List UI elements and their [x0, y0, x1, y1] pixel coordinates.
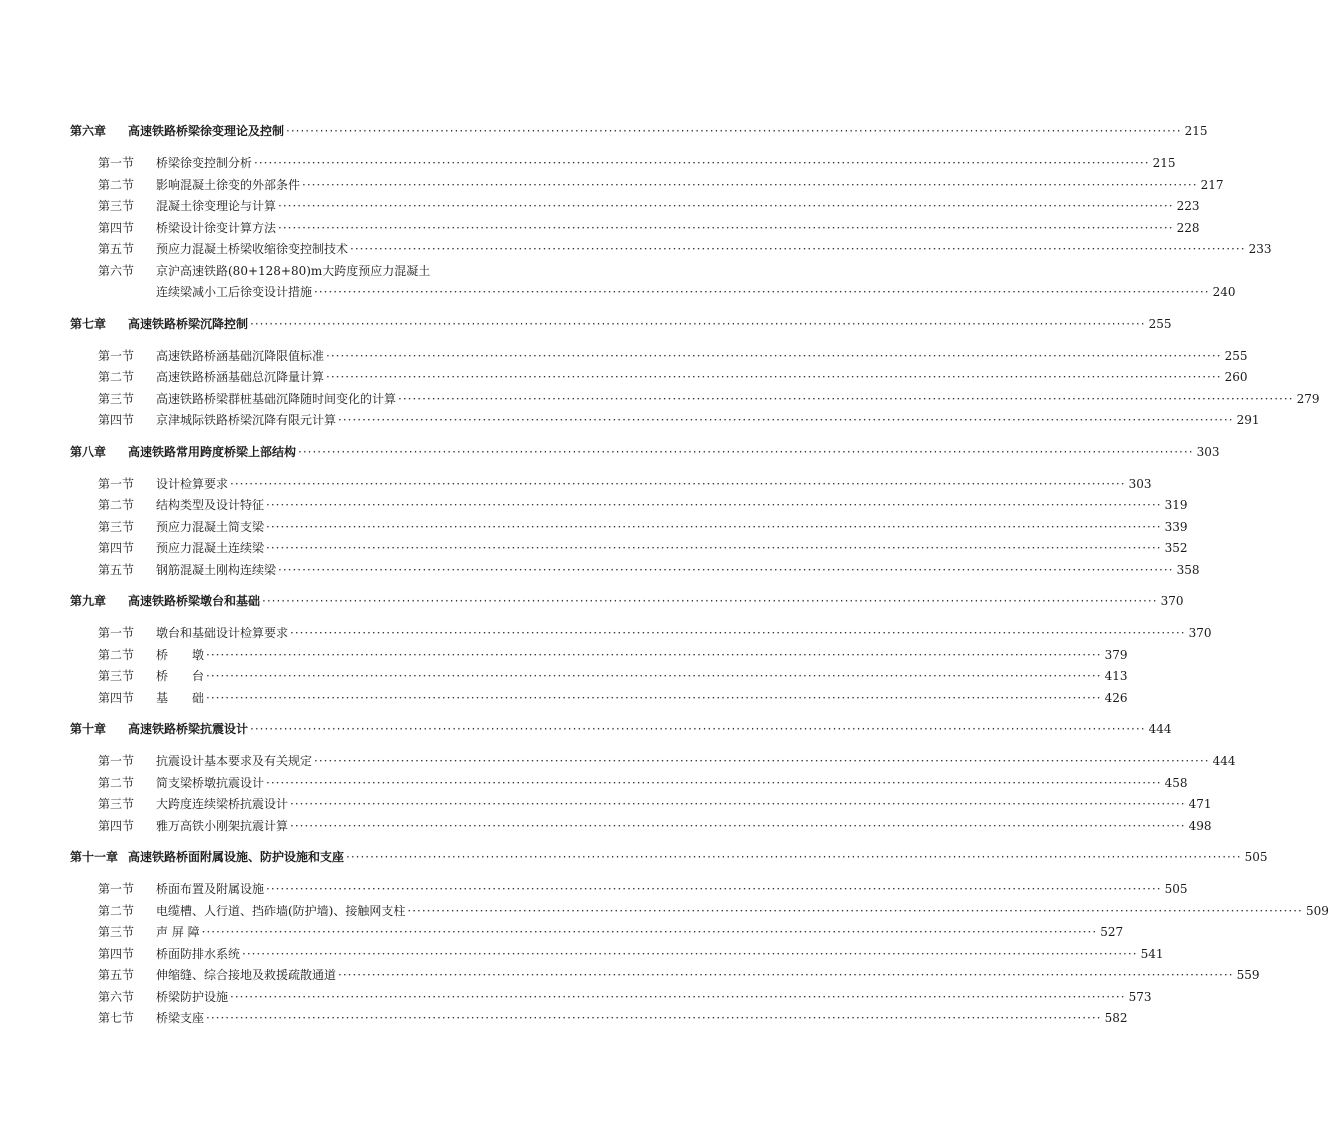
section-entry[interactable] — [70, 794, 1212, 816]
section-title: 混凝土徐变理论与计算 — [156, 199, 277, 213]
page-number: 223 — [1176, 199, 1200, 213]
section-title: 桥梁徐变控制分析 — [156, 156, 253, 170]
leader-dots — [230, 474, 1126, 496]
page-number: 358 — [1176, 562, 1200, 577]
section-entry[interactable] — [70, 987, 1152, 1009]
page-number: 582 — [1104, 1011, 1128, 1025]
page-number: 319 — [1164, 498, 1188, 512]
section-entry[interactable] — [70, 153, 1176, 175]
page-number: 215 — [1152, 156, 1176, 170]
section-number: 第七节 — [98, 1011, 135, 1025]
section-entry[interactable] — [70, 901, 1329, 923]
section-entry[interactable] — [70, 773, 1188, 795]
page-number: 573 — [1128, 989, 1152, 1004]
page-number: 352 — [1164, 541, 1188, 555]
page-number: 303 — [1196, 444, 1220, 459]
leader-dots — [266, 495, 1162, 517]
section-title: 设计检算要求 — [156, 476, 229, 491]
section-title: 高速铁路桥涵基础总沉降量计算 — [156, 370, 325, 384]
section-number: 第三节 — [98, 925, 135, 939]
section-title: 基 础 — [156, 690, 205, 705]
chapter-number: 第八章 — [70, 444, 107, 459]
section-title: 连续梁减小工后徐变设计措施 — [156, 285, 313, 299]
chapter-block — [70, 314, 1320, 432]
leader-dots — [230, 987, 1126, 1009]
chapter-title: 高速铁路桥梁墩台和基础 — [128, 594, 261, 608]
leader-dots — [266, 517, 1162, 539]
section-number: 第二节 — [98, 177, 135, 192]
section-number: 第一节 — [98, 476, 135, 491]
page-number: 370 — [1188, 626, 1212, 640]
section-entry[interactable] — [70, 261, 718, 283]
leader-dots — [314, 282, 1210, 304]
section-entry[interactable] — [70, 1008, 1128, 1030]
chapter-block — [70, 121, 1272, 304]
section-entry[interactable] — [70, 688, 1128, 710]
leader-dots — [290, 623, 1186, 645]
leader-dots — [254, 153, 1150, 175]
leader-dots — [286, 121, 1182, 143]
chapter-entry[interactable] — [70, 847, 1268, 868]
leader-dots — [326, 367, 1222, 389]
section-number: 第四节 — [98, 541, 135, 555]
chapter-title: 高速铁路桥梁抗震设计 — [128, 722, 249, 736]
leader-dots — [290, 794, 1186, 816]
section-title: 桥面布置及附属设施 — [156, 882, 265, 896]
section-entry[interactable] — [70, 645, 1128, 667]
section-entry[interactable] — [70, 175, 1224, 197]
leader-dots — [398, 389, 1294, 411]
section-entry[interactable] — [70, 560, 1200, 582]
section-entry[interactable] — [70, 495, 1188, 517]
section-number: 第四节 — [98, 413, 135, 427]
section-number: 第三节 — [98, 391, 135, 406]
page-number: 413 — [1104, 669, 1128, 683]
section-number: 第一节 — [98, 754, 135, 768]
leader-dots — [326, 346, 1222, 368]
page-number: 279 — [1296, 391, 1320, 406]
page-number: 303 — [1128, 476, 1152, 491]
chapter-entry[interactable] — [70, 314, 1172, 335]
leader-dots — [278, 218, 1174, 240]
page-number: 339 — [1164, 519, 1188, 534]
section-number: 第二节 — [98, 903, 135, 918]
section-number: 第六节 — [98, 263, 135, 278]
section-title: 高速铁路桥梁群桩基础沉降随时间变化的计算 — [156, 391, 397, 406]
chapter-title: 高速铁路桥面附属设施、防护设施和支座 — [128, 850, 345, 864]
page-number: 255 — [1148, 316, 1172, 331]
chapter-title: 高速铁路桥梁沉降控制 — [128, 316, 249, 331]
page-number: 215 — [1184, 124, 1208, 138]
section-entry[interactable] — [70, 346, 1248, 368]
page-number: 240 — [1212, 285, 1236, 299]
chapter-block — [70, 847, 1329, 1030]
section-title: 京沪高速铁路(80+128+80)m大跨度预应力混凝土 — [156, 263, 431, 278]
section-entry[interactable] — [70, 517, 1188, 539]
section-title: 简支梁桥墩抗震设计 — [156, 775, 265, 790]
leader-dots — [250, 314, 1146, 336]
section-title: 预应力混凝土桥梁收缩徐变控制技术 — [156, 242, 349, 256]
chapter-block — [70, 591, 1212, 709]
page-number: 291 — [1236, 413, 1260, 427]
section-number: 第四节 — [98, 818, 135, 833]
section-entry[interactable] — [70, 816, 1212, 838]
leader-dots — [266, 773, 1162, 795]
page-number: 505 — [1244, 850, 1268, 864]
section-entry[interactable] — [70, 538, 1188, 560]
section-number: 第四节 — [98, 946, 135, 961]
leader-dots — [407, 901, 1303, 923]
section-number: 第二节 — [98, 370, 135, 384]
section-entry[interactable] — [70, 196, 1200, 218]
section-title: 预应力混凝土简支梁 — [156, 519, 265, 534]
leader-dots — [290, 816, 1186, 838]
section-entry[interactable] — [70, 410, 1260, 432]
leader-dots — [302, 175, 1198, 197]
page-number: 228 — [1176, 220, 1200, 235]
section-entry[interactable] — [70, 389, 1320, 411]
section-title: 伸缩缝、综合接地及救援疏散通道 — [156, 968, 337, 982]
leader-dots — [242, 944, 1138, 966]
section-entry[interactable] — [70, 239, 1272, 261]
section-number: 第三节 — [98, 519, 135, 534]
leader-dots — [206, 688, 1102, 710]
chapter-title: 高速铁路桥梁徐变理论及控制 — [128, 124, 285, 138]
page-number: 505 — [1164, 882, 1188, 896]
section-entry[interactable] — [70, 879, 1188, 901]
section-title: 雅万高铁小刚架抗震计算 — [156, 818, 289, 833]
section-title: 桥梁防护设施 — [156, 989, 229, 1004]
page-number: 233 — [1248, 242, 1272, 256]
page-number: 370 — [1160, 594, 1184, 608]
section-number: 第一节 — [98, 348, 135, 363]
section-number: 第二节 — [98, 647, 135, 662]
chapter-number: 第九章 — [70, 594, 107, 608]
page-number: 471 — [1188, 797, 1212, 811]
chapter-entry[interactable] — [70, 121, 1208, 142]
section-number: 第四节 — [98, 220, 135, 235]
section-number: 第二节 — [98, 498, 135, 512]
chapter-block — [70, 719, 1236, 837]
leader-dots — [250, 719, 1146, 741]
section-number: 第三节 — [98, 199, 135, 213]
section-entry[interactable] — [70, 922, 1124, 944]
leader-dots — [314, 751, 1210, 773]
leader-dots — [338, 965, 1234, 987]
section-title: 大跨度连续梁桥抗震设计 — [156, 797, 289, 811]
section-entry[interactable] — [70, 666, 1128, 688]
section-number: 第三节 — [98, 669, 135, 683]
section-title: 高速铁路桥涵基础沉降限值标准 — [156, 348, 325, 363]
page-number: 444 — [1212, 754, 1236, 768]
page-number: 509 — [1305, 903, 1329, 918]
section-number: 第五节 — [98, 562, 135, 577]
page-number: 426 — [1104, 690, 1128, 705]
section-title: 桥 台 — [156, 669, 205, 683]
chapter-entry[interactable] — [70, 442, 1220, 463]
leader-dots — [206, 666, 1102, 688]
section-title: 抗震设计基本要求及有关规定 — [156, 754, 313, 768]
section-number: 第五节 — [98, 242, 135, 256]
section-entry[interactable] — [70, 965, 1260, 987]
page-number: 498 — [1188, 818, 1212, 833]
page-number: 458 — [1164, 775, 1188, 790]
leader-dots — [338, 410, 1234, 432]
section-title: 桥梁设计徐变计算方法 — [156, 220, 277, 235]
section-entry[interactable] — [70, 623, 1212, 645]
section-title: 电缆槽、人行道、挡砟墙(防护墙)、接触网支柱 — [156, 903, 406, 918]
chapter-title: 高速铁路常用跨度桥梁上部结构 — [128, 444, 297, 459]
section-title: 钢筋混凝土刚构连续梁 — [156, 562, 277, 577]
section-entry[interactable] — [70, 218, 1200, 240]
chapter-number: 第六章 — [70, 124, 107, 138]
chapter-entry[interactable] — [70, 719, 1172, 740]
section-number: 第一节 — [98, 626, 135, 640]
chapter-entry[interactable] — [70, 591, 1184, 612]
section-entry[interactable] — [70, 944, 1164, 966]
page-number: 444 — [1148, 722, 1172, 736]
leader-dots — [266, 879, 1162, 901]
section-entry[interactable] — [70, 282, 1236, 304]
section-title: 墩台和基础设计检算要求 — [156, 626, 289, 640]
section-title: 声 屏 障 — [156, 925, 200, 939]
page-number: 559 — [1236, 968, 1260, 982]
section-title: 桥梁支座 — [156, 1011, 205, 1025]
section-entry[interactable] — [70, 751, 1236, 773]
section-number: 第三节 — [98, 797, 135, 811]
leader-dots — [346, 847, 1242, 869]
section-title: 京津城际铁路桥梁沉降有限元计算 — [156, 413, 337, 427]
section-number: 第六节 — [98, 989, 135, 1004]
page-number: 541 — [1140, 946, 1164, 961]
page-number: 379 — [1104, 647, 1128, 662]
leader-dots — [266, 538, 1162, 560]
section-entry[interactable] — [70, 474, 1152, 496]
leader-dots — [278, 560, 1174, 582]
section-number: 第五节 — [98, 968, 135, 982]
section-title: 桥 墩 — [156, 647, 205, 662]
page-number: 217 — [1200, 177, 1224, 192]
page-number: 260 — [1224, 370, 1248, 384]
section-number: 第一节 — [98, 882, 135, 896]
page-number: 255 — [1224, 348, 1248, 363]
chapter-number: 第七章 — [70, 316, 107, 331]
page-number: 527 — [1100, 925, 1124, 939]
leader-dots — [202, 922, 1098, 944]
leader-dots — [278, 196, 1174, 218]
leader-dots — [206, 1008, 1102, 1030]
table-of-contents — [70, 121, 1329, 1040]
section-number: 第四节 — [98, 690, 135, 705]
chapter-block — [70, 442, 1220, 582]
leader-dots — [350, 239, 1246, 261]
section-title: 预应力混凝土连续梁 — [156, 541, 265, 555]
leader-dots — [262, 591, 1158, 613]
leader-dots — [206, 645, 1102, 667]
section-number: 第二节 — [98, 775, 135, 790]
section-title: 结构类型及设计特征 — [156, 498, 265, 512]
section-number: 第一节 — [98, 156, 135, 170]
section-title: 影响混凝土徐变的外部条件 — [156, 177, 301, 192]
chapter-number: 第十一章 — [70, 850, 119, 864]
section-entry[interactable] — [70, 367, 1248, 389]
leader-dots — [298, 442, 1194, 464]
chapter-number: 第十章 — [70, 722, 107, 736]
section-title: 桥面防排水系统 — [156, 946, 241, 961]
